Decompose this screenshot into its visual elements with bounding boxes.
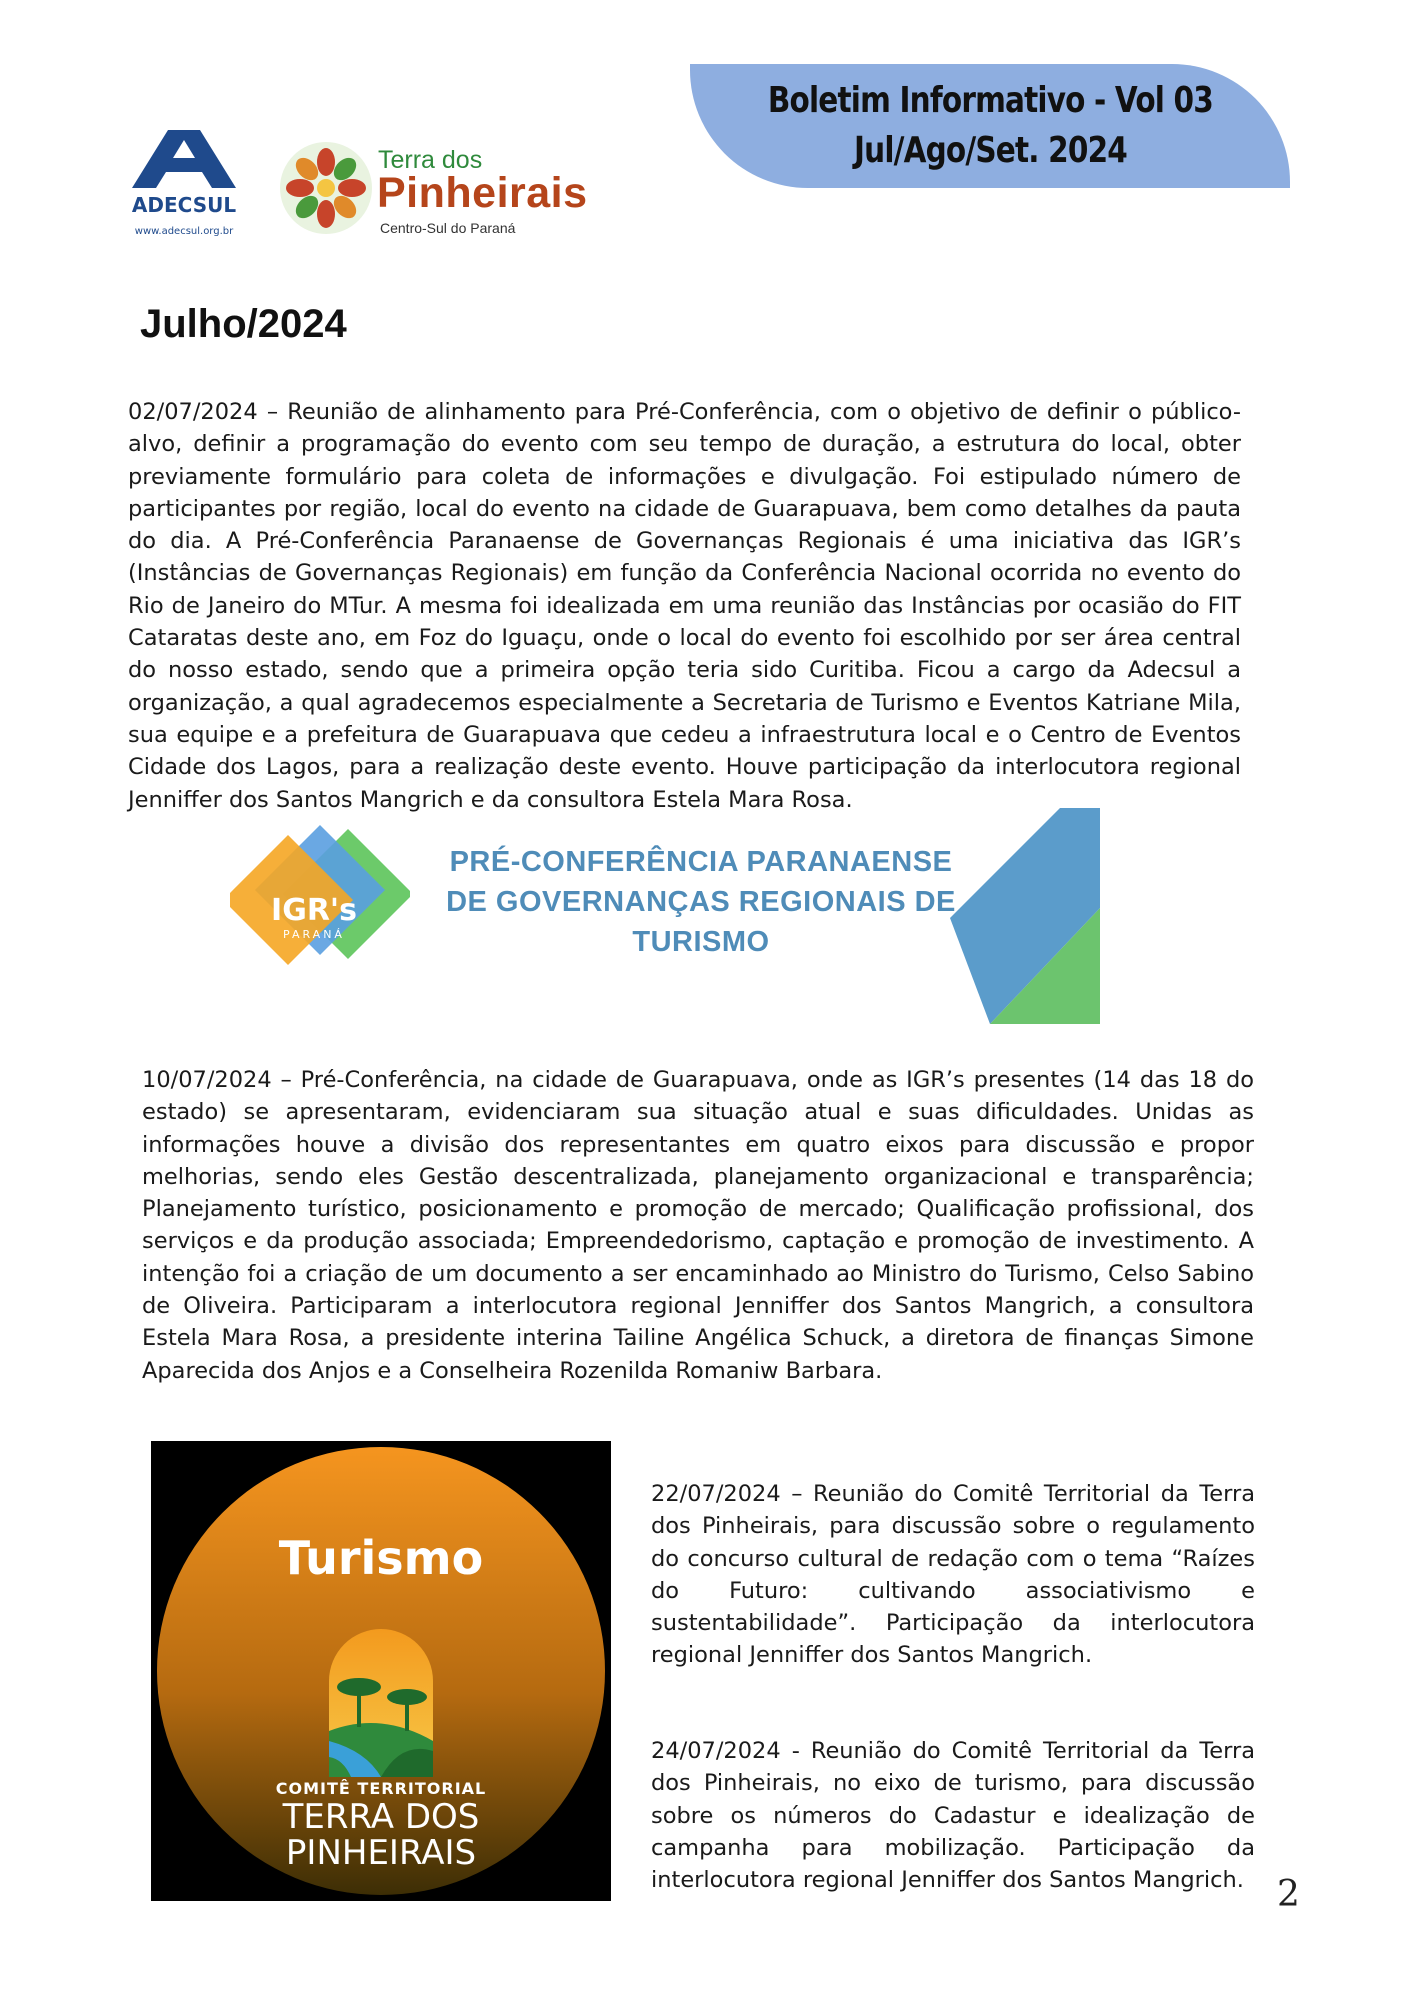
comite-territorial-label: COMITÊ TERRITORIAL <box>275 1779 487 1798</box>
entry-24-07: 24/07/2024 - Reunião do Comitê Territorial da Terra dos Pinheirais, no eixo de turismo, para discussão sobre os números do Cadastur e idealização de campanha para mobilização. Participação da interlocutora regional Jenniffer dos Santos Mangrich. <box>651 1738 1255 1894</box>
terra-logo-line2: Pinheirais <box>377 169 588 217</box>
pre-conference-title-line1: PRÉ-CONFERÊNCIA PARANAENSE <box>449 846 953 878</box>
month-heading: Julho/2024 <box>140 302 347 346</box>
adecsul-name: ADECSUL <box>131 193 237 217</box>
bulletin-title-banner <box>690 64 1290 188</box>
pre-conference-title-line3: TURISMO <box>632 926 770 958</box>
adecsul-logo <box>126 130 242 250</box>
pre-conference-title <box>426 842 976 962</box>
badge-line-terra-dos: TERRA DOS <box>282 1797 480 1837</box>
turismo-title: Turismo <box>278 1531 484 1585</box>
turismo-committee-badge <box>151 1441 611 1901</box>
bulletin-period: Jul/Ago/Set. 2024 <box>853 130 1127 171</box>
pre-conference-banner <box>230 808 1100 1024</box>
terra-dos-pinheirais-logo <box>276 136 596 244</box>
terra-logo-line1: Terra dos <box>378 146 483 174</box>
igrs-logo-text: IGR's <box>271 893 357 928</box>
igrs-logo-sub: PARANÁ <box>283 928 345 941</box>
entry-22-07: 22/07/2024 – Reunião do Comitê Territorial da Terra dos Pinheirais, para discussão sobre o regulamento do concurso cultural de redação com o tema “Raízes do Futuro: cultivando associativismo e sustentabilidade”. Participação da interlocutora regional Jenniffer dos Santos Mangrich. <box>651 1481 1255 1669</box>
badge-line-pinheirais: PINHEIRAIS <box>285 1833 477 1873</box>
bulletin-title: Boletim Informativo - Vol 03 <box>767 80 1213 121</box>
terra-logo-line3: Centro-Sul do Paraná <box>380 220 516 236</box>
pinheirais-landscape-icon <box>329 1629 433 1777</box>
entry-02-07: 02/07/2024 – Reunião de alinhamento para Pré-Conferência, com o objetivo de definir o público-alvo, definir a programação do evento com seu tempo de duração, a estrutura do local, obter previamente formulário para coleta de informações e divulgação. Foi estipulado número de participantes por região, local do evento na cidade de Guarapuava, bem como detalhes da pauta do dia. A Pré-Conferência Paranaense de Governanças Regionais é uma iniciativa das IGR’s (Instâncias de Governanças Regionais) em função da Conferência Nacional ocorrida no evento do Rio de Janeiro do MTur. A mesma foi idealizada em uma reunião das Instâncias por ocasião do FIT Cataratas deste ano, em Foz do Iguaçu, onde o local do evento foi escolhido por ser área central do nosso estado, sendo que a primeira opção teria sido Curitiba. Ficou a cargo da Adecsul a organização, a qual agradecemos especialmente a Secretaria de Turismo e Eventos Katriane Mila, sua equipe e a prefeitura de Guarapuava que cedeu a infraestrutura local e o Centro de Eventos Cidade dos Lagos, para a realização deste evento. Houve participação da interlocutora regional Jenniffer dos Santos Mangrich e da consultora Estela Mara Rosa. <box>128 399 1241 813</box>
igrs-parana-logo <box>230 808 410 1024</box>
flower-emblem-icon <box>276 138 376 238</box>
banner-corner-shapes <box>950 808 1100 1024</box>
adecsul-a-icon <box>126 130 242 250</box>
pre-conference-title-line2: DE GOVERNANÇAS REGIONAIS DE <box>446 886 956 918</box>
adecsul-url: www.adecsul.org.br <box>134 226 234 237</box>
page-number: 2 <box>1277 1874 1300 1915</box>
terra-dos-pinheirais-label <box>151 1799 611 1871</box>
entry-10-07: 10/07/2024 – Pré-Conferência, na cidade de Guarapuava, onde as IGR’s presentes (14 das 18 do estado) se apresentaram, evidenciaram sua situação atual e suas dificuldades. Unidas as informações houve a divisão dos representantes em quatro eixos para discussão e propor melhorias, sendo eles Gestão descentralizada, planejamento organizacional e transparência; Planejamento turístico, posicionamento e promoção de mercado; Qualificação profissional, dos serviços e da produção associada; Empreendedorismo, captação e promoção de investimento. A intenção foi a criação de um documento a ser encaminhado ao Ministro do Turismo, Celso Sabino de Oliveira. Participaram a interlocutora regional Jenniffer dos Santos Mangrich, a consultora Estela Mara Rosa, a presidente interina Tailine Angélica Schuck, a diretora de finanças Simone Aparecida dos Anjos e a Conselheira Rozenilda Romaniw Barbara. <box>142 1067 1254 1384</box>
